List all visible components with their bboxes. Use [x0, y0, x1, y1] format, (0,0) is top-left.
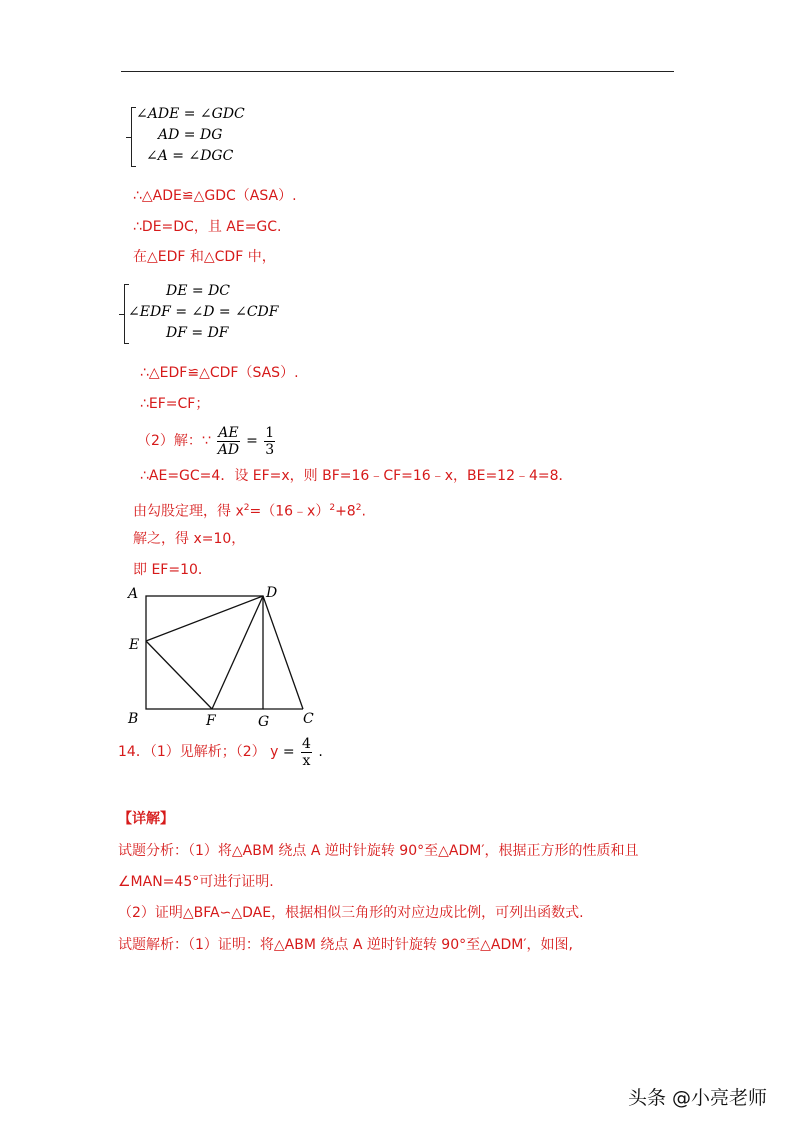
- label-a: A: [128, 586, 139, 602]
- label-f: F: [206, 713, 216, 729]
- fraction: [301, 736, 312, 769]
- text-line: 在△EDF 和△CDF 中，: [133, 249, 276, 265]
- text-segment: .: [361, 503, 366, 520]
- equals: =: [282, 744, 295, 760]
- text-line: ∴DE=DC，且 AE=GC.: [133, 219, 282, 235]
- square-abgd: [146, 596, 263, 709]
- fraction-numerator: AE: [218, 424, 239, 441]
- fraction-denominator: AD: [217, 441, 240, 458]
- text-line: 即 EF=10．: [133, 562, 212, 578]
- superscript: 2: [243, 503, 250, 513]
- text-line: ∴△ADE≌△GDC（ASA）.: [133, 188, 297, 204]
- brace-1: [131, 107, 132, 167]
- system-line: DF = DF: [166, 325, 229, 341]
- text-line: ∴AE=GC=4．设 EF=x，则 BF=16﹣CF=16﹣x，BE=12﹣4=8．: [140, 468, 573, 484]
- text-line: 试题分析：（1）将△ABM 绕点 A 逆时针旋转 90°至△ADM′，根据正方形的性质和且: [118, 843, 639, 859]
- fraction-denominator: x: [302, 752, 311, 769]
- label-c: C: [303, 711, 314, 727]
- question-14-line: [118, 733, 323, 771]
- superscript: 2: [355, 503, 362, 513]
- segment-dc: [263, 596, 303, 709]
- ratio-line: [137, 423, 277, 459]
- label-g: G: [258, 714, 270, 730]
- text-segment: 由勾股定理，得 x: [133, 503, 244, 520]
- text-line: （2）证明△BFA∽△DAE，根据相似三角形的对应边成比例，可列出函数式.: [118, 905, 584, 921]
- equation-system-2: [120, 281, 280, 345]
- brace-2: [124, 284, 125, 344]
- system-line: DE = DC: [166, 283, 231, 299]
- system-line: ∠A = ∠DGC: [146, 148, 234, 164]
- header-rule: [121, 71, 674, 72]
- fraction: [264, 425, 275, 458]
- text-line: 试题解析：（1）证明：将△ABM 绕点 A 逆时针旋转 90°至△ADM′，如图,: [118, 937, 573, 953]
- label-b: B: [128, 711, 139, 727]
- watermark: 头条 @小亮老师: [628, 1087, 768, 1109]
- fraction-numerator: 1: [265, 424, 275, 441]
- superscript: 2: [329, 503, 336, 513]
- text-line: ∴EF=CF；: [140, 396, 210, 412]
- label-d: D: [266, 585, 278, 601]
- label-e: E: [129, 637, 140, 653]
- text-line: ∠MAN=45°可进行证明.: [118, 874, 274, 890]
- ratio-prefix: （2）解：∵: [137, 433, 211, 449]
- system-line: ∠ADE = ∠GDC: [136, 106, 245, 122]
- pythagoras-line: [133, 499, 366, 521]
- geometry-figure: [120, 580, 330, 735]
- equals: =: [246, 433, 258, 449]
- detail-heading: 【详解】: [118, 811, 174, 827]
- period: .: [318, 744, 323, 760]
- text-line: 解之，得 x=10，: [133, 531, 246, 547]
- fraction-numerator: 4: [302, 735, 311, 752]
- text-segment: =（16﹣x）: [249, 503, 330, 520]
- equation-system-1: [128, 104, 268, 168]
- text-line: ∴△EDF≌△CDF（SAS）.: [140, 365, 299, 381]
- system-line: AD = DG: [158, 127, 223, 143]
- fraction-denominator: 3: [265, 441, 275, 458]
- system-line: ∠EDF = ∠D = ∠CDF: [128, 304, 279, 320]
- segment-ef: [146, 641, 212, 709]
- fraction: [217, 425, 239, 458]
- text-segment: +8: [335, 503, 356, 520]
- question-14-text: 14．（1）见解析；（2） y: [118, 744, 279, 760]
